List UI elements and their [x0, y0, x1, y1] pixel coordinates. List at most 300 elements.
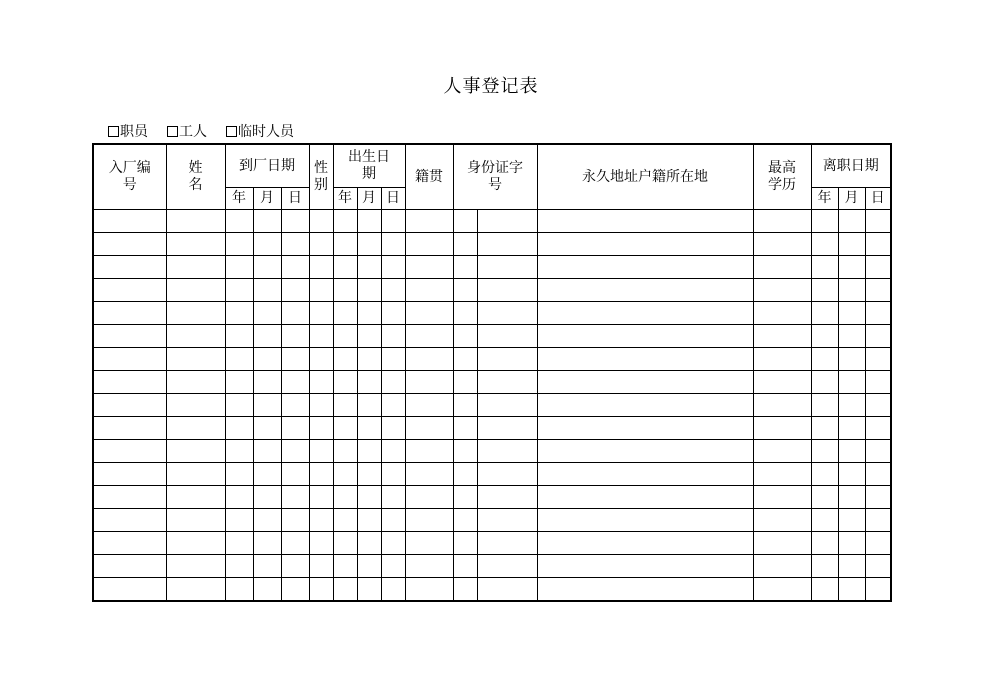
- entry-cell[interactable]: [333, 486, 357, 509]
- entry-cell[interactable]: [838, 509, 865, 532]
- entry-cell[interactable]: [811, 233, 838, 256]
- entry-cell[interactable]: [477, 279, 537, 302]
- entry-cell[interactable]: [865, 509, 891, 532]
- entry-cell[interactable]: [281, 417, 309, 440]
- entry-cell[interactable]: [93, 509, 166, 532]
- entry-cell[interactable]: [405, 463, 453, 486]
- entry-cell[interactable]: [225, 371, 253, 394]
- entry-cell[interactable]: [357, 555, 381, 578]
- entry-cell[interactable]: [405, 279, 453, 302]
- entry-cell[interactable]: [253, 279, 281, 302]
- entry-cell[interactable]: [253, 371, 281, 394]
- entry-cell[interactable]: [811, 509, 838, 532]
- checkbox-temporary[interactable]: [226, 126, 237, 137]
- entry-cell[interactable]: [253, 463, 281, 486]
- table-row: [93, 233, 891, 256]
- entry-cell[interactable]: [93, 348, 166, 371]
- entry-cell[interactable]: [753, 555, 811, 578]
- entry-cell[interactable]: [453, 578, 477, 602]
- entry-cell[interactable]: [93, 302, 166, 325]
- entry-cell[interactable]: [281, 509, 309, 532]
- entry-cell[interactable]: [405, 486, 453, 509]
- entry-cell[interactable]: [253, 302, 281, 325]
- entry-cell[interactable]: [253, 348, 281, 371]
- entry-cell[interactable]: [838, 325, 865, 348]
- entry-cell[interactable]: [537, 348, 753, 371]
- entry-cell[interactable]: [166, 279, 225, 302]
- entry-cell[interactable]: [166, 440, 225, 463]
- header-id-number: [453, 144, 537, 210]
- entry-cell[interactable]: [753, 417, 811, 440]
- entry-cell[interactable]: [811, 578, 838, 602]
- entry-cell[interactable]: [281, 463, 309, 486]
- entry-cell[interactable]: [477, 325, 537, 348]
- entry-cell[interactable]: [381, 210, 405, 233]
- entry-cell[interactable]: [253, 256, 281, 279]
- entry-cell[interactable]: [333, 279, 357, 302]
- entry-cell[interactable]: [537, 578, 753, 602]
- entry-cell[interactable]: [93, 394, 166, 417]
- entry-cell[interactable]: [865, 532, 891, 555]
- entry-cell[interactable]: [753, 210, 811, 233]
- entry-cell[interactable]: [753, 256, 811, 279]
- entry-cell[interactable]: [281, 486, 309, 509]
- entry-cell[interactable]: [381, 578, 405, 602]
- entry-cell[interactable]: [811, 279, 838, 302]
- entry-cell[interactable]: [537, 210, 753, 233]
- entry-cell[interactable]: [453, 440, 477, 463]
- entry-cell[interactable]: [93, 440, 166, 463]
- entry-cell[interactable]: [309, 555, 333, 578]
- entry-cell[interactable]: [357, 233, 381, 256]
- entry-cell[interactable]: [381, 486, 405, 509]
- entry-cell[interactable]: [357, 348, 381, 371]
- header-education: [753, 144, 811, 210]
- entry-cell[interactable]: [333, 555, 357, 578]
- entry-cell[interactable]: [453, 302, 477, 325]
- entry-cell[interactable]: [811, 325, 838, 348]
- entry-cell[interactable]: [537, 256, 753, 279]
- entry-cell[interactable]: [281, 394, 309, 417]
- entry-cell[interactable]: [753, 578, 811, 602]
- entry-cell[interactable]: [865, 555, 891, 578]
- entry-cell[interactable]: [281, 233, 309, 256]
- entry-cell[interactable]: [453, 509, 477, 532]
- entry-cell[interactable]: [166, 371, 225, 394]
- entry-cell[interactable]: [381, 417, 405, 440]
- entry-cell[interactable]: [357, 371, 381, 394]
- entry-cell[interactable]: [405, 532, 453, 555]
- entry-cell[interactable]: [93, 486, 166, 509]
- entry-cell[interactable]: [381, 371, 405, 394]
- entry-cell[interactable]: [405, 233, 453, 256]
- entry-cell[interactable]: [309, 578, 333, 602]
- entry-cell[interactable]: [537, 440, 753, 463]
- entry-cell[interactable]: [477, 371, 537, 394]
- entry-cell[interactable]: [333, 233, 357, 256]
- entry-cell[interactable]: [865, 578, 891, 602]
- entry-cell[interactable]: [281, 371, 309, 394]
- entry-cell[interactable]: [811, 417, 838, 440]
- entry-cell[interactable]: [381, 394, 405, 417]
- entry-cell[interactable]: [309, 371, 333, 394]
- entry-cell[interactable]: [333, 371, 357, 394]
- entry-cell[interactable]: [166, 233, 225, 256]
- entry-cell[interactable]: [333, 578, 357, 602]
- entry-cell[interactable]: [93, 532, 166, 555]
- entry-cell[interactable]: [477, 417, 537, 440]
- entry-cell[interactable]: [381, 509, 405, 532]
- entry-cell[interactable]: [453, 463, 477, 486]
- entry-cell[interactable]: [253, 509, 281, 532]
- entry-cell[interactable]: [477, 394, 537, 417]
- entry-cell[interactable]: [477, 210, 537, 233]
- entry-cell[interactable]: [333, 256, 357, 279]
- entry-cell[interactable]: [537, 486, 753, 509]
- entry-cell[interactable]: [166, 210, 225, 233]
- entry-cell[interactable]: [838, 302, 865, 325]
- entry-cell[interactable]: [838, 578, 865, 602]
- entry-cell[interactable]: [811, 486, 838, 509]
- entry-cell[interactable]: [477, 463, 537, 486]
- entry-cell[interactable]: [381, 279, 405, 302]
- entry-cell[interactable]: [225, 486, 253, 509]
- entry-cell[interactable]: [753, 371, 811, 394]
- entry-cell[interactable]: [357, 463, 381, 486]
- entry-cell[interactable]: [865, 394, 891, 417]
- entry-cell[interactable]: [93, 371, 166, 394]
- entry-cell[interactable]: [333, 509, 357, 532]
- entry-cell[interactable]: [811, 394, 838, 417]
- entry-cell[interactable]: [865, 440, 891, 463]
- entry-cell[interactable]: [333, 532, 357, 555]
- entry-cell[interactable]: [93, 233, 166, 256]
- entry-cell[interactable]: [166, 486, 225, 509]
- entry-cell[interactable]: [309, 417, 333, 440]
- entry-cell[interactable]: [281, 555, 309, 578]
- entry-cell[interactable]: [811, 302, 838, 325]
- entry-cell[interactable]: [753, 486, 811, 509]
- entry-cell[interactable]: [405, 210, 453, 233]
- entry-cell[interactable]: [309, 486, 333, 509]
- entry-cell[interactable]: [166, 555, 225, 578]
- entry-cell[interactable]: [281, 279, 309, 302]
- entry-cell[interactable]: [405, 302, 453, 325]
- table-row: [93, 279, 891, 302]
- entry-cell[interactable]: [477, 486, 537, 509]
- entry-cell[interactable]: [225, 509, 253, 532]
- entry-cell[interactable]: [811, 256, 838, 279]
- entry-cell[interactable]: [753, 394, 811, 417]
- entry-cell[interactable]: [537, 233, 753, 256]
- entry-cell[interactable]: [93, 210, 166, 233]
- entry-cell[interactable]: [865, 486, 891, 509]
- entry-cell[interactable]: [453, 371, 477, 394]
- entry-cell[interactable]: [333, 348, 357, 371]
- entry-cell[interactable]: [477, 440, 537, 463]
- entry-cell[interactable]: [357, 578, 381, 602]
- entry-cell[interactable]: [357, 440, 381, 463]
- entry-cell[interactable]: [453, 210, 477, 233]
- entry-cell[interactable]: [405, 555, 453, 578]
- entry-cell[interactable]: [381, 256, 405, 279]
- entry-cell[interactable]: [838, 417, 865, 440]
- entry-cell[interactable]: [811, 348, 838, 371]
- entry-cell[interactable]: [453, 417, 477, 440]
- entry-cell[interactable]: [865, 348, 891, 371]
- entry-cell[interactable]: [166, 302, 225, 325]
- entry-cell[interactable]: [477, 302, 537, 325]
- entry-cell[interactable]: [225, 417, 253, 440]
- entry-cell[interactable]: [253, 555, 281, 578]
- entry-cell[interactable]: [281, 210, 309, 233]
- entry-cell[interactable]: [865, 279, 891, 302]
- entry-cell[interactable]: [537, 532, 753, 555]
- entry-cell[interactable]: [865, 302, 891, 325]
- entry-cell[interactable]: [838, 348, 865, 371]
- entry-cell[interactable]: [838, 555, 865, 578]
- checkbox-worker[interactable]: [167, 126, 178, 137]
- entry-cell[interactable]: [405, 371, 453, 394]
- entry-cell[interactable]: [357, 325, 381, 348]
- entry-cell[interactable]: [309, 279, 333, 302]
- entry-cell[interactable]: [537, 417, 753, 440]
- entry-cell[interactable]: [537, 509, 753, 532]
- entry-cell[interactable]: [753, 348, 811, 371]
- entry-cell[interactable]: [838, 486, 865, 509]
- entry-cell[interactable]: [477, 509, 537, 532]
- entry-cell[interactable]: [405, 325, 453, 348]
- entry-cell[interactable]: [253, 325, 281, 348]
- entry-cell[interactable]: [253, 578, 281, 602]
- entry-cell[interactable]: [865, 371, 891, 394]
- entry-cell[interactable]: [811, 463, 838, 486]
- entry-cell[interactable]: [253, 486, 281, 509]
- entry-cell[interactable]: [453, 256, 477, 279]
- entry-cell[interactable]: [93, 256, 166, 279]
- entry-cell[interactable]: [477, 256, 537, 279]
- entry-cell[interactable]: [166, 348, 225, 371]
- entry-cell[interactable]: [357, 210, 381, 233]
- entry-cell[interactable]: [537, 371, 753, 394]
- entry-cell[interactable]: [477, 578, 537, 602]
- entry-cell[interactable]: [405, 440, 453, 463]
- entry-cell[interactable]: [753, 509, 811, 532]
- entry-cell[interactable]: [865, 256, 891, 279]
- entry-cell[interactable]: [281, 440, 309, 463]
- entry-cell[interactable]: [281, 302, 309, 325]
- entry-cell[interactable]: [281, 578, 309, 602]
- entry-cell[interactable]: [253, 417, 281, 440]
- entry-cell[interactable]: [453, 555, 477, 578]
- entry-cell[interactable]: [166, 509, 225, 532]
- entry-cell[interactable]: [405, 256, 453, 279]
- entry-cell[interactable]: [309, 509, 333, 532]
- entry-cell[interactable]: [309, 256, 333, 279]
- entry-cell[interactable]: [309, 302, 333, 325]
- entry-cell[interactable]: [333, 325, 357, 348]
- entry-cell[interactable]: [838, 371, 865, 394]
- entry-cell[interactable]: [453, 279, 477, 302]
- entry-cell[interactable]: [453, 233, 477, 256]
- entry-cell[interactable]: [333, 440, 357, 463]
- entry-cell[interactable]: [333, 302, 357, 325]
- entry-cell[interactable]: [166, 394, 225, 417]
- entry-cell[interactable]: [381, 325, 405, 348]
- entry-cell[interactable]: [93, 417, 166, 440]
- entry-cell[interactable]: [381, 440, 405, 463]
- entry-cell[interactable]: [357, 302, 381, 325]
- entry-cell[interactable]: [281, 256, 309, 279]
- entry-cell[interactable]: [838, 463, 865, 486]
- entry-cell[interactable]: [225, 233, 253, 256]
- entry-cell[interactable]: [253, 440, 281, 463]
- entry-cell[interactable]: [865, 463, 891, 486]
- entry-cell[interactable]: [309, 394, 333, 417]
- entry-cell[interactable]: [838, 279, 865, 302]
- entry-cell[interactable]: [309, 440, 333, 463]
- entry-cell[interactable]: [838, 394, 865, 417]
- entry-cell[interactable]: [865, 417, 891, 440]
- entry-cell[interactable]: [357, 509, 381, 532]
- entry-cell[interactable]: [309, 325, 333, 348]
- entry-cell[interactable]: [838, 440, 865, 463]
- category-staff[interactable]: [108, 121, 148, 141]
- entry-cell[interactable]: [357, 256, 381, 279]
- entry-cell[interactable]: [253, 210, 281, 233]
- entry-cell[interactable]: [753, 325, 811, 348]
- entry-cell[interactable]: [225, 440, 253, 463]
- entry-cell[interactable]: [537, 463, 753, 486]
- entry-cell[interactable]: [865, 210, 891, 233]
- entry-cell[interactable]: [811, 210, 838, 233]
- entry-cell[interactable]: [405, 417, 453, 440]
- entry-cell[interactable]: [477, 233, 537, 256]
- entry-cell[interactable]: [166, 578, 225, 602]
- entry-cell[interactable]: [309, 348, 333, 371]
- entry-cell[interactable]: [253, 233, 281, 256]
- checkbox-staff[interactable]: [108, 126, 119, 137]
- entry-cell[interactable]: [753, 463, 811, 486]
- entry-cell[interactable]: [405, 348, 453, 371]
- entry-cell[interactable]: [753, 279, 811, 302]
- entry-cell[interactable]: [225, 394, 253, 417]
- entry-cell[interactable]: [225, 532, 253, 555]
- entry-cell[interactable]: [166, 256, 225, 279]
- entry-cell[interactable]: [93, 555, 166, 578]
- entry-cell[interactable]: [537, 555, 753, 578]
- entry-cell[interactable]: [381, 348, 405, 371]
- entry-cell[interactable]: [753, 233, 811, 256]
- entry-cell[interactable]: [477, 348, 537, 371]
- entry-cell[interactable]: [225, 463, 253, 486]
- entry-cell[interactable]: [811, 371, 838, 394]
- entry-cell[interactable]: [381, 302, 405, 325]
- entry-cell[interactable]: [811, 555, 838, 578]
- entry-cell[interactable]: [309, 532, 333, 555]
- entry-cell[interactable]: [225, 210, 253, 233]
- entry-cell[interactable]: [811, 440, 838, 463]
- entry-cell[interactable]: [381, 555, 405, 578]
- entry-cell[interactable]: [537, 394, 753, 417]
- entry-cell[interactable]: [453, 394, 477, 417]
- entry-cell[interactable]: [166, 325, 225, 348]
- entry-cell[interactable]: [838, 532, 865, 555]
- category-worker[interactable]: [167, 121, 207, 141]
- entry-cell[interactable]: [166, 417, 225, 440]
- category-temporary[interactable]: [226, 121, 294, 141]
- entry-cell[interactable]: [405, 394, 453, 417]
- entry-cell[interactable]: [166, 532, 225, 555]
- entry-cell[interactable]: [253, 394, 281, 417]
- entry-cell[interactable]: [357, 532, 381, 555]
- entry-cell[interactable]: [405, 509, 453, 532]
- entry-cell[interactable]: [253, 532, 281, 555]
- entry-cell[interactable]: [225, 302, 253, 325]
- entry-cell[interactable]: [838, 256, 865, 279]
- entry-cell[interactable]: [281, 325, 309, 348]
- entry-cell[interactable]: [537, 279, 753, 302]
- entry-cell[interactable]: [309, 463, 333, 486]
- entry-cell[interactable]: [309, 210, 333, 233]
- entry-cell[interactable]: [838, 210, 865, 233]
- entry-cell[interactable]: [453, 486, 477, 509]
- entry-cell[interactable]: [225, 348, 253, 371]
- entry-cell[interactable]: [309, 233, 333, 256]
- entry-cell[interactable]: [93, 325, 166, 348]
- entry-cell[interactable]: [333, 417, 357, 440]
- entry-cell[interactable]: [381, 532, 405, 555]
- entry-cell[interactable]: [405, 578, 453, 602]
- entry-cell[interactable]: [357, 417, 381, 440]
- entry-cell[interactable]: [453, 325, 477, 348]
- entry-cell[interactable]: [357, 394, 381, 417]
- entry-cell[interactable]: [865, 233, 891, 256]
- entry-cell[interactable]: [477, 555, 537, 578]
- entry-cell[interactable]: [537, 325, 753, 348]
- entry-cell[interactable]: [753, 440, 811, 463]
- entry-cell[interactable]: [357, 486, 381, 509]
- entry-cell[interactable]: [753, 532, 811, 555]
- entry-cell[interactable]: [537, 302, 753, 325]
- entry-cell[interactable]: [477, 532, 537, 555]
- entry-cell[interactable]: [281, 532, 309, 555]
- entry-cell[interactable]: [166, 463, 225, 486]
- entry-cell[interactable]: [381, 463, 405, 486]
- entry-cell[interactable]: [357, 279, 381, 302]
- entry-cell[interactable]: [811, 532, 838, 555]
- entry-cell[interactable]: [333, 210, 357, 233]
- entry-cell[interactable]: [333, 463, 357, 486]
- entry-cell[interactable]: [453, 532, 477, 555]
- entry-cell[interactable]: [281, 348, 309, 371]
- entry-cell[interactable]: [225, 279, 253, 302]
- entry-cell[interactable]: [93, 578, 166, 602]
- entry-cell[interactable]: [225, 325, 253, 348]
- entry-cell[interactable]: [333, 394, 357, 417]
- entry-cell[interactable]: [225, 555, 253, 578]
- entry-cell[interactable]: [93, 279, 166, 302]
- entry-cell[interactable]: [838, 233, 865, 256]
- entry-cell[interactable]: [453, 348, 477, 371]
- entry-cell[interactable]: [381, 233, 405, 256]
- entry-cell[interactable]: [225, 256, 253, 279]
- header-birth-date: [333, 144, 405, 188]
- entry-cell[interactable]: [865, 325, 891, 348]
- entry-cell[interactable]: [225, 578, 253, 602]
- entry-cell[interactable]: [753, 302, 811, 325]
- entry-cell[interactable]: [93, 463, 166, 486]
